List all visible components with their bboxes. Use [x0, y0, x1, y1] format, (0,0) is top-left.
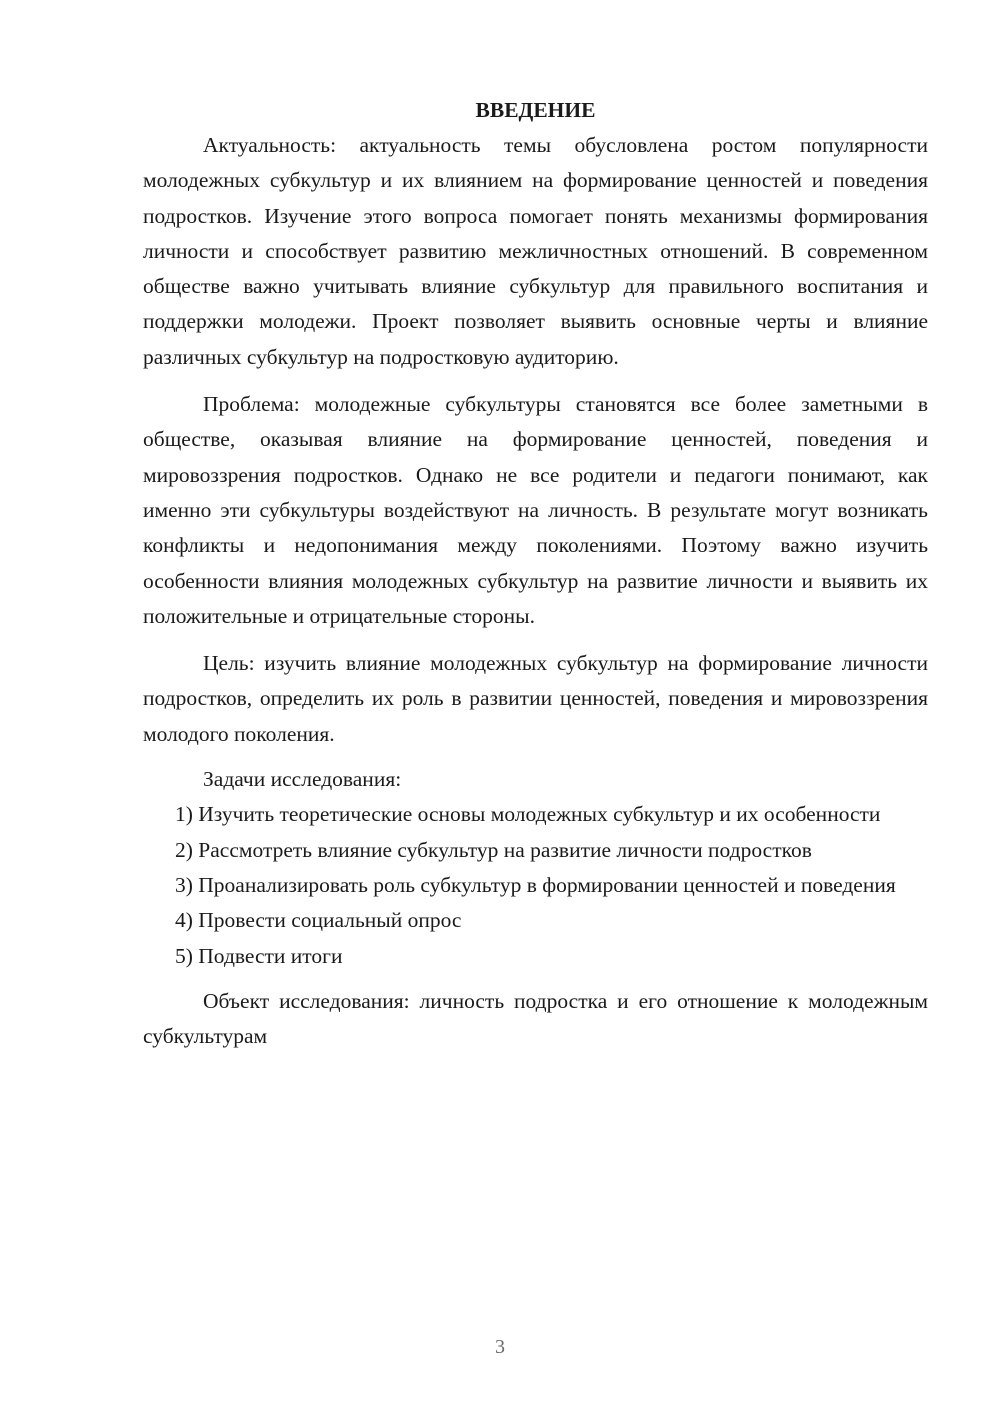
goal-paragraph: Цель: изучить влияние молодежных субкультур на формирование личности подростков, определить их роль в развитии ценностей, поведения и мировоззрения молодого поколения.	[143, 651, 928, 746]
page-number: 3	[495, 1336, 505, 1358]
task-item-4: 4) Провести социальный опрос	[175, 908, 462, 933]
problem-paragraph: Проблема: молодежные субкультуры становятся все более заметными в обществе, оказывая влияние на формирование ценностей, поведения и мировоззрения подростков. Однако не все родители и педагоги понимают, как именно эти субкультуры воздействуют на личность. В результате могут возникать конфликты и недопонимания между поколениями. Поэтому важно изучить особенности влияния молодежных субкультур на развитие личности и выявить их положительные и отрицательные стороны.	[143, 392, 928, 628]
page-title: ВВЕДЕНИЕ	[475, 98, 596, 122]
task-item-5: 5) Подвести итоги	[175, 943, 343, 968]
page-content	[143, 92, 928, 1054]
task-item-3: 3) Проанализировать роль субкультур в формировании ценностей и поведения	[175, 872, 896, 897]
task-item-1: 1) Изучить теоретические основы молодежных субкультур и их особенности	[175, 802, 881, 827]
relevance-paragraph: Актуальность: актуальность темы обусловлена ростом популярности молодежных субкультур и их влиянием на формирование ценностей и поведения подростков. Изучение этого вопроса помогает понять механизмы формирования личности и способствует развитию межличностных отношений. В современном обществе важно учитывать влияние субкультур для правильного воспитания и поддержки молодежи. Проект позволяет выявить основные черты и влияние различных субкультур на подростковую аудиторию.	[143, 133, 928, 369]
tasks-heading: Задачи исследования:	[203, 767, 402, 792]
task-item-2: 2) Рассмотреть влияние субкультур на развитие личности подростков	[175, 837, 812, 862]
object-paragraph: Объект исследования: личность подростка и его отношение к молодежным субкультурам	[143, 988, 928, 1049]
